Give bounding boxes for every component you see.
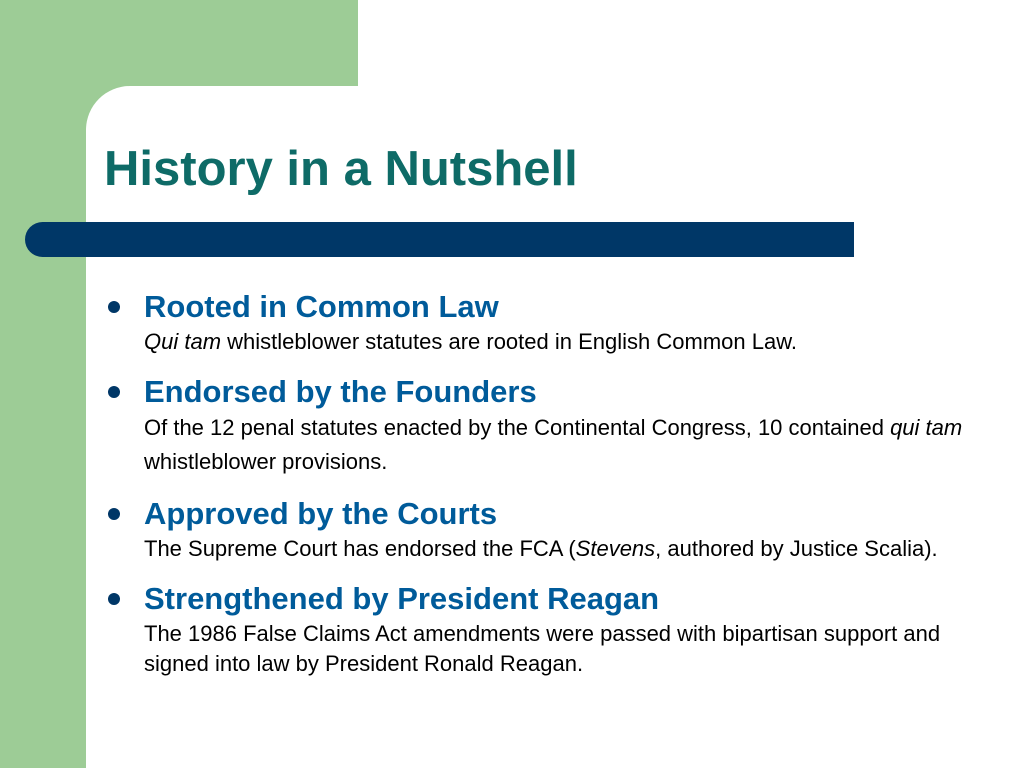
slide-title: History in a Nutshell: [104, 142, 578, 196]
body-text: whistleblower provisions.: [144, 449, 388, 474]
bullet-body: [144, 534, 983, 564]
body-text: whistleblower statutes are rooted in English Common Law.: [221, 329, 797, 354]
bullet-dot-icon: [108, 301, 120, 313]
body-text: , authored by Justice Scalia).: [655, 536, 938, 561]
body-text: The Supreme Court has endorsed the FCA (: [144, 536, 576, 561]
bullet-body: [144, 411, 983, 479]
title-underline-bar: [25, 222, 854, 257]
italic-term: qui tam: [890, 415, 963, 440]
bullet-item: [103, 495, 983, 564]
bullet-body: [144, 327, 983, 357]
bullet-body: [144, 619, 983, 679]
bullet-dot-icon: [108, 386, 120, 398]
bullet-list: [103, 288, 983, 695]
bullet-item: [103, 373, 983, 479]
bullet-dot-icon: [108, 593, 120, 605]
bullet-heading: Rooted in Common Law: [144, 289, 499, 324]
bullet-dot-icon: [108, 508, 120, 520]
italic-term: Qui tam: [144, 329, 222, 354]
bullet-heading: Strengthened by President Reagan: [144, 581, 660, 616]
body-text: The 1986 False Claims Act amendments were passed with bipartisan support and signed into law by President Ronald Reagan.: [144, 621, 941, 676]
italic-term: Stevens: [575, 536, 656, 561]
bullet-heading: Approved by the Courts: [144, 496, 498, 531]
bullet-item: [103, 288, 983, 357]
bullet-heading: Endorsed by the Founders: [144, 374, 537, 409]
body-text: Of the 12 penal statutes enacted by the Continental Congress, 10 contained: [144, 415, 891, 440]
bullet-item: [103, 580, 983, 679]
